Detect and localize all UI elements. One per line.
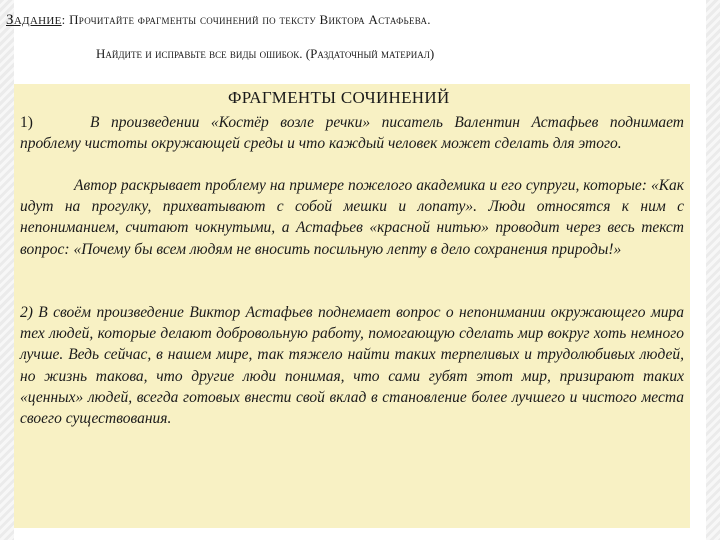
fragments-title: ФРАГМЕНТЫ СОЧИНЕНИЙ	[228, 88, 450, 107]
fragment-1-number: 1)	[20, 114, 33, 131]
right-decorative-stripe	[706, 0, 720, 540]
left-decorative-stripe	[0, 0, 14, 540]
fragment-1-paragraph-2: Автор раскрывает проблему на примере пожелого академика и его супруги, которые: «Как идут на прогулку, прихватывают с собой мешки и лопату». Люди относятся к ним с непониманием, считают чокнутыми, а Астафьев «красной нитью» проводит через весь текст вопрос: «Почему бы всем людям не вносить посильную лепту в дело сохранения природы!»	[20, 177, 684, 258]
assignment-instruction-2: Найдите и исправьте все виды ошибок. (Раздаточный материал)	[96, 46, 435, 61]
fragment-1-paragraph-1	[20, 112, 684, 154]
assignment-instruction-1: : Прочитайте фрагменты сочинений по тексту Виктора Астафьева.	[61, 12, 431, 27]
fragment-1-text: В произведении «Костёр возле речки» писатель Валентин Астафьев поднимает проблему чистоты окружающей среды и что каждый человек может сделать для этого.	[20, 114, 684, 153]
essay-fragments-panel	[14, 84, 690, 528]
assignment-label: Задание	[6, 12, 62, 28]
assignment-line-1	[6, 12, 696, 29]
assignment-header	[6, 12, 696, 61]
fragment-2-paragraph: 2) В своём произведение Виктор Астафьев поднемает вопрос о непонимании окружающего мира тех людей, которые делают добровольную работу, помогающую сделать мир вокруг хоть немного лучше. Ведь сейчас, в нашем мире, так тяжело найти таких терпеливых и трудолюбивых людей, но жизнь такова, что другие люди понимая, что сами губят этот мир, призирают таких «ценных» людей, всегда готовых внести свой вклад в становление более лучшего и чистого места своего существования.	[20, 304, 684, 428]
